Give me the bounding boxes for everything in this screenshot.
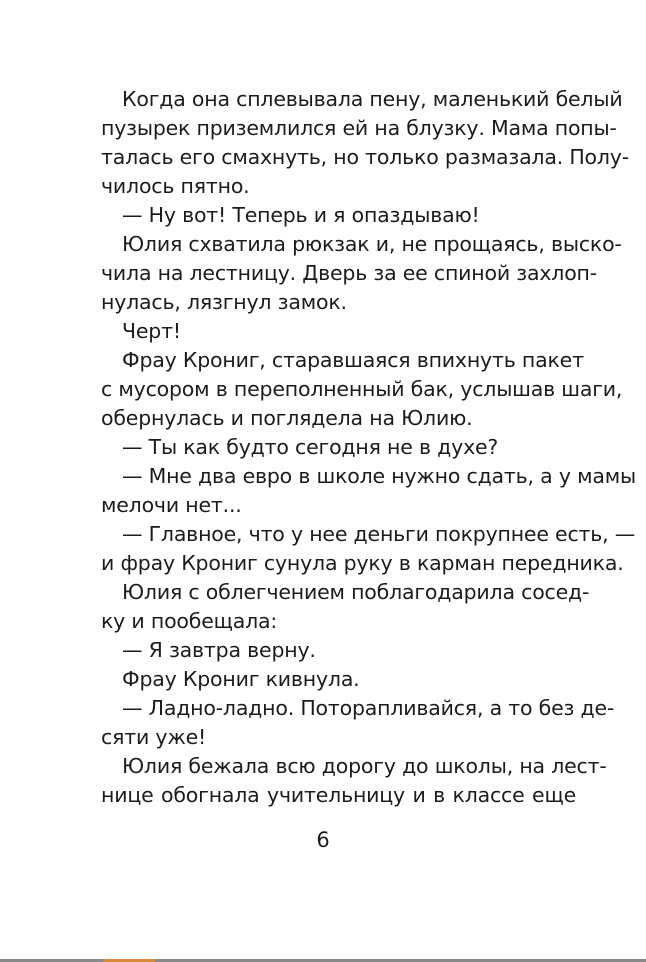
text-line: нице обогнала учительницу и в классе еще	[101, 783, 576, 807]
text-line: с мусором в переполненный бак, услышав шаги,	[101, 377, 623, 401]
text-line: Юлия бежала всю дорогу до школы, на лест-	[122, 754, 607, 778]
text-line: талась его смахнуть, но только размазала. Полу-	[101, 145, 629, 169]
text-line: — Я завтра верну.	[122, 638, 316, 662]
text-line: — Ладно-ладно. Поторапливайся, а то без де-	[122, 696, 615, 720]
text-line: чилось пятно.	[101, 174, 250, 198]
text-line: чила на лестницу. Дверь за ее спиной захлоп-	[101, 261, 597, 285]
text-line: мелочи нет...	[101, 493, 242, 517]
text-line: Когда она сплевывала пену, маленький белый	[122, 87, 623, 111]
page-number: 6	[316, 828, 330, 852]
text-line: ку и пообещала:	[101, 609, 278, 633]
text-line: Фрау Крониг кивнула.	[122, 667, 360, 691]
text-line: и фрау Крониг сунула руку в карман передника.	[101, 551, 624, 575]
body-text	[101, 85, 636, 810]
text-line: Юлия с облегчением поблагодарила сосед-	[122, 580, 590, 604]
text-line: сяти уже!	[101, 725, 207, 749]
text-line: — Мне два евро в школе нужно сдать, а у мамы	[122, 464, 636, 488]
text-line: — Ну вот! Теперь и я опаздываю!	[122, 203, 480, 227]
text-line: Фрау Крониг, старавшаяся впихнуть пакет	[122, 348, 584, 372]
text-line: Черт!	[122, 319, 181, 343]
text-line: — Ты как будто сегодня не в духе?	[122, 435, 499, 459]
text-line: нулась, лязгнул замок.	[101, 290, 347, 314]
text-line: обернулась и поглядела на Юлию.	[101, 406, 473, 430]
text-line: — Главное, что у нее деньги покрупнее есть, —	[122, 522, 636, 546]
text-line: Юлия схватила рюкзак и, не прощаясь, выско-	[122, 232, 622, 256]
text-line: пузырек приземлился ей на блузку. Мама попы-	[101, 116, 617, 140]
